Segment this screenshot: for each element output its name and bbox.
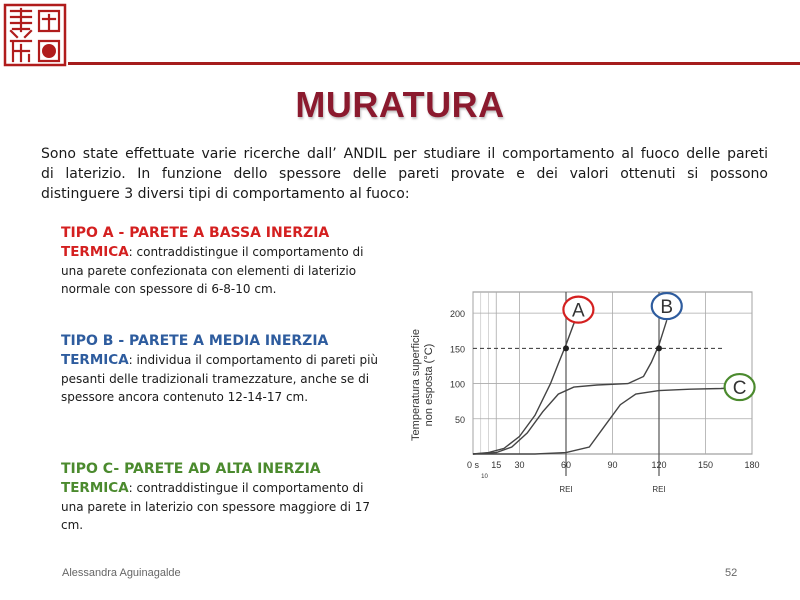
footer-author: Alessandra Aguinagalde bbox=[62, 567, 181, 579]
type-a-term: TERMICA bbox=[61, 244, 129, 260]
series-label-c: C bbox=[732, 378, 747, 400]
series-label-a: A bbox=[572, 300, 585, 322]
y-tick-label: 200 bbox=[449, 309, 465, 320]
rei-threshold-dot bbox=[563, 345, 569, 351]
slide-title: MURATURA bbox=[295, 84, 505, 125]
series-line-b bbox=[473, 320, 667, 454]
rei-label: REI bbox=[652, 485, 666, 494]
y-axis-label: Temperatura superficie bbox=[410, 329, 422, 441]
header-rule bbox=[68, 62, 800, 65]
rei-label: REI bbox=[559, 485, 573, 494]
type-c-title: TIPO C- PARETE AD ALTA INERZIA bbox=[61, 461, 321, 477]
x-tick-label: 150 bbox=[697, 460, 714, 470]
x-tick-label: 0 s bbox=[466, 460, 479, 470]
x-tick-label: 90 bbox=[607, 460, 618, 470]
seal-logo bbox=[3, 3, 67, 67]
rei-threshold-dot bbox=[656, 345, 662, 351]
intro-line: distinguere 3 diversi tipi di comportamento al fuoco: bbox=[41, 186, 410, 202]
fire-resistance-chart bbox=[405, 285, 775, 494]
red-seal-logo-icon bbox=[3, 3, 67, 67]
type-a-block bbox=[61, 224, 381, 299]
x-subtick-label: 10 bbox=[481, 474, 488, 480]
series-label-b: B bbox=[660, 297, 674, 319]
type-b-title: TIPO B - PARETE A MEDIA INERZIA bbox=[61, 333, 329, 349]
intro-line: Sono state effettuate varie ricerche dall’ ANDIL per studiare il comportamento al fuoco delle pareti bbox=[41, 146, 768, 162]
type-b-term: TERMICA bbox=[61, 352, 129, 368]
x-tick-label: 30 bbox=[514, 460, 525, 470]
y-tick-label: 150 bbox=[449, 344, 465, 355]
type-a-title: TIPO A - PARETE A BASSA INERZIA bbox=[61, 225, 330, 241]
y-tick-label: 50 bbox=[454, 414, 465, 425]
type-a-description: : contraddistingue il comportamento di una parete confezionata con elementi di laterizio normale con spessore di 6-8-10 cm. bbox=[61, 245, 364, 296]
intro-line: di laterizio. In funzione dello spessore delle pareti provate e dei valori ottenuti si possono bbox=[41, 166, 768, 182]
x-tick-label: 60 bbox=[560, 460, 572, 470]
y-axis-label: non esposta (°C) bbox=[423, 343, 435, 427]
type-c-block bbox=[61, 460, 381, 535]
chart-svg bbox=[405, 285, 775, 494]
type-c-term: TERMICA bbox=[61, 480, 129, 496]
type-c-description: : contraddistingue il comportamento di una parete in laterizio con spessore maggiore di 17 cm. bbox=[61, 481, 371, 532]
x-tick-label: 15 bbox=[491, 460, 502, 470]
x-tick-label: 120 bbox=[651, 460, 667, 470]
type-b-block bbox=[61, 332, 381, 407]
y-tick-label: 100 bbox=[449, 379, 465, 390]
page-number: 52 bbox=[725, 567, 738, 579]
intro-paragraph bbox=[41, 144, 768, 204]
x-tick-label: 180 bbox=[744, 460, 760, 470]
type-b-description: : individua il comportamento di pareti più pesanti delle tradizionali tramezzature, anche se di spessore ancora contenuto 12-14-17 cm. bbox=[61, 353, 379, 404]
